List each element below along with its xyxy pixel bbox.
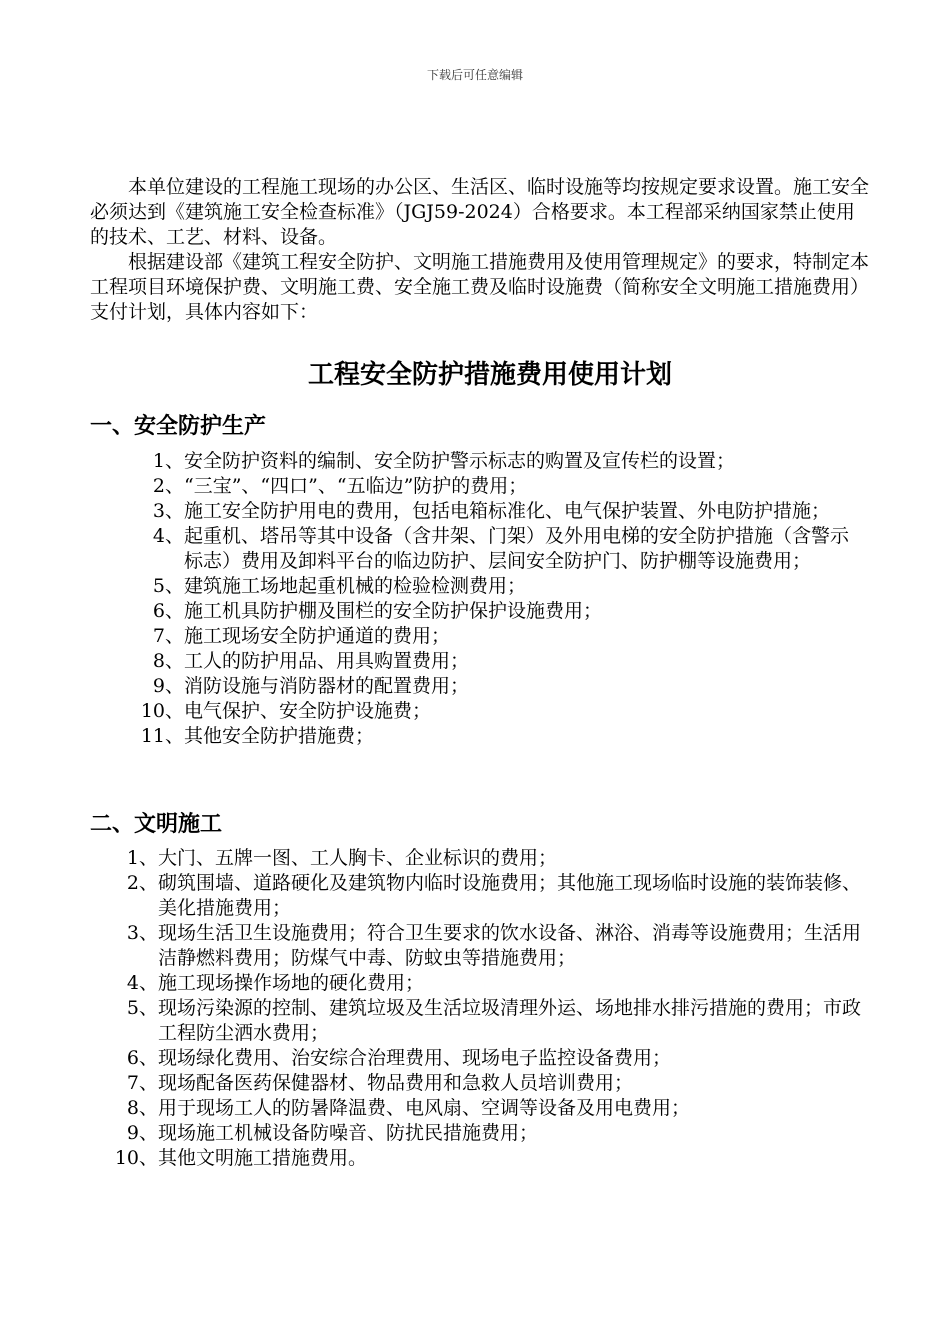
item-text: 现场生活卫生设施费用；符合卫生要求的饮水设备、淋浴、消毒等设施费用；生活用洁静燃料费用；防煤气中毒、防蚊虫等措施费用； <box>158 922 862 969</box>
list-item <box>130 474 865 499</box>
item-number: 10、 <box>114 1147 158 1169</box>
list-item <box>100 1071 865 1096</box>
list-item <box>100 1121 865 1146</box>
item-number: 5、 <box>152 575 184 597</box>
item-number: 1、 <box>126 847 158 869</box>
page-header-note: 下载后可任意编辑 <box>426 68 523 82</box>
list-item <box>100 871 865 921</box>
item-number: 7、 <box>126 1072 158 1094</box>
item-number: 7、 <box>152 625 184 647</box>
item-number: 6、 <box>126 1047 158 1069</box>
item-text: 建筑施工场地起重机械的检验检测费用； <box>184 575 527 597</box>
item-text: 现场污染源的控制、建筑垃圾及生活垃圾清理外运、场地排水排污措施的费用；市政工程防尘洒水费用； <box>158 997 862 1044</box>
item-number: 3、 <box>152 500 184 522</box>
list-item <box>100 996 865 1046</box>
intro-section <box>90 175 870 325</box>
item-number: 11、 <box>140 725 184 747</box>
item-number: 10、 <box>140 700 184 722</box>
list-item <box>100 1096 865 1121</box>
item-text: 现场施工机械设备防噪音、防扰民措施费用； <box>158 1122 539 1144</box>
item-number: 8、 <box>126 1097 158 1119</box>
section-heading-civilized-construction: 二、文明施工 <box>90 812 223 837</box>
section-heading-safety: 一、安全防护生产 <box>90 414 267 439</box>
intro-paragraph-1: 本单位建设的工程施工现场的办公区、生活区、临时设施等均按规定要求设置。施工安全必须达到《建筑施工安全检查标准》（JGJ59-2024）合格要求。本工程部采纳国家禁止使用的技术、工艺、材料、设备。 <box>90 176 870 248</box>
item-number: 6、 <box>152 600 184 622</box>
item-number: 4、 <box>126 972 158 994</box>
list-item <box>130 724 865 749</box>
item-text: 安全防护资料的编制、安全防护警示标志的购置及宣传栏的设置； <box>184 450 736 472</box>
item-text: 施工机具防护棚及围栏的安全防护保护设施费用； <box>184 600 603 622</box>
list-item <box>100 846 865 871</box>
list-item <box>100 921 865 971</box>
item-text: 施工现场安全防护通道的费用； <box>184 625 451 647</box>
item-number: 2、 <box>126 872 158 894</box>
item-text: 工人的防护用品、用具购置费用； <box>184 650 470 672</box>
list-item <box>130 599 865 624</box>
item-number: 4、 <box>152 525 184 547</box>
list-item <box>130 674 865 699</box>
item-text: 其他安全防护措施费； <box>184 725 375 747</box>
item-text: 施工现场操作场地的硬化费用； <box>158 972 425 994</box>
list-item <box>130 449 865 474</box>
list-item <box>100 1046 865 1071</box>
item-text: 现场绿化费用、治安综合治理费用、现场电子监控设备费用； <box>158 1047 672 1069</box>
civilized-items-list <box>100 846 865 1171</box>
item-text: 其他文明施工措施费用。 <box>158 1147 368 1169</box>
list-item <box>130 624 865 649</box>
list-item <box>130 574 865 599</box>
item-text: “三宝”、“四口”、“五临边”防护的费用； <box>184 475 528 497</box>
item-number: 5、 <box>126 997 158 1019</box>
item-text: 用于现场工人的防暑降温费、电风扇、空调等设备及用电费用； <box>158 1097 691 1119</box>
list-item <box>100 971 865 996</box>
item-text: 施工安全防护用电的费用，包括电箱标准化、电气保护装置、外电防护措施； <box>184 500 831 522</box>
item-number: 3、 <box>126 922 158 944</box>
document-title: 工程安全防护措施费用使用计划 <box>307 360 672 390</box>
item-text: 现场配备医药保健器材、物品费用和急救人员培训费用； <box>158 1072 634 1094</box>
item-number: 8、 <box>152 650 184 672</box>
list-item <box>130 524 865 574</box>
item-number: 9、 <box>126 1122 158 1144</box>
item-text: 电气保护、安全防护设施费； <box>184 700 432 722</box>
safety-items-list <box>130 449 865 749</box>
item-text: 砌筑围墙、道路硬化及建筑物内临时设施费用；其他施工现场临时设施的装饰装修、美化措施费用； <box>158 872 862 919</box>
intro-paragraph-2: 根据建设部《建筑工程安全防护、文明施工措施费用及使用管理规定》的要求，特制定本工程项目环境保护费、文明施工费、安全施工费及临时设施费（简称安全文明施工措施费用）支付计划，具体内容如下： <box>90 251 870 323</box>
item-text: 起重机、塔吊等其中设备（含井架、门架）及外用电梯的安全防护措施（含警示标志）费用及卸料平台的临边防护、层间安全防护门、防护棚等设施费用； <box>184 525 850 572</box>
list-item <box>100 1146 865 1171</box>
item-number: 1、 <box>152 450 184 472</box>
list-item <box>130 649 865 674</box>
list-item <box>130 499 865 524</box>
item-number: 2、 <box>152 475 184 497</box>
list-item <box>130 699 865 724</box>
item-text: 大门、五牌一图、工人胸卡、企业标识的费用； <box>158 847 558 869</box>
item-number: 9、 <box>152 675 184 697</box>
item-text: 消防设施与消防器材的配置费用； <box>184 675 470 697</box>
